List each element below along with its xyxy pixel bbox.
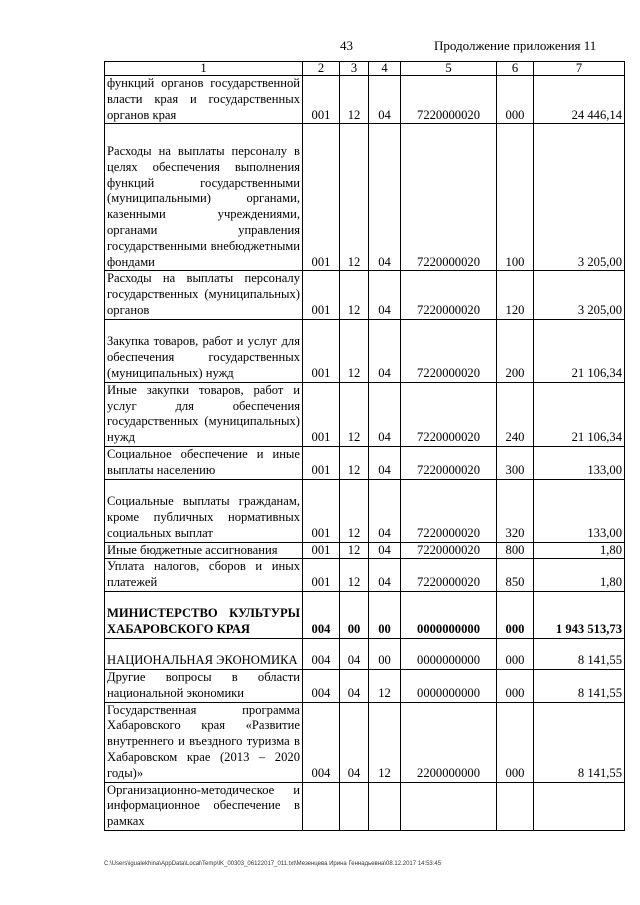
budget-table xyxy=(104,61,625,831)
amount xyxy=(534,782,625,830)
admin-code: 001 xyxy=(303,124,340,271)
section-code: 00 xyxy=(340,591,369,638)
target-article-code: 0000000000 xyxy=(401,669,497,702)
section-code: 12 xyxy=(340,559,369,592)
amount: 21 106,34 xyxy=(534,319,625,382)
table-row xyxy=(105,382,625,446)
admin-code: 001 xyxy=(303,382,340,446)
amount: 3 205,00 xyxy=(534,124,625,271)
amount: 133,00 xyxy=(534,479,625,542)
admin-code: 004 xyxy=(303,638,340,669)
row-name: Закупка товаров, работ и услуг для обеспечения государственных (муниципальных) нужд xyxy=(105,319,303,382)
expense-type-code: 200 xyxy=(497,319,534,382)
section-code: 04 xyxy=(340,702,369,782)
column-header: 3 xyxy=(340,62,369,76)
row-name: Социальное обеспечение и иные выплаты населению xyxy=(105,446,303,479)
admin-code: 001 xyxy=(303,542,340,559)
subsection-code: 04 xyxy=(369,542,401,559)
expense-type-code: 000 xyxy=(497,638,534,669)
amount: 21 106,34 xyxy=(534,382,625,446)
row-name: Государственная программа Хабаровского края «Развитие внутреннего и въездного туризма в Хабаровском крае (2013 – 2020 годы)» xyxy=(105,702,303,782)
table-row xyxy=(105,319,625,382)
subsection-code: 04 xyxy=(369,271,401,319)
amount: 133,00 xyxy=(534,446,625,479)
section-code: 12 xyxy=(340,271,369,319)
footer-path: C:\Users\igualekhina\AppData\Local\Temp\IK_00303_06122017_011.txt\Мезенцева Ирина Геннадьевна\08.12.2017 14:53:45 xyxy=(104,861,442,867)
expense-type-code: 000 xyxy=(497,702,534,782)
column-header: 1 xyxy=(105,62,303,76)
subsection-code: 04 xyxy=(369,382,401,446)
row-name: Иные закупки товаров, работ и услуг для обеспечения государственных (муниципальных) нужд xyxy=(105,382,303,446)
amount: 1 943 513,73 xyxy=(534,591,625,638)
subsection-code: 04 xyxy=(369,76,401,124)
section-code: 04 xyxy=(340,638,369,669)
table-row xyxy=(105,782,625,830)
subsection-code xyxy=(369,782,401,830)
target-article-code: 7220000020 xyxy=(401,382,497,446)
amount: 1,80 xyxy=(534,542,625,559)
row-name: Иные бюджетные ассигнования xyxy=(105,542,303,559)
target-article-code: 7220000020 xyxy=(401,559,497,592)
admin-code: 001 xyxy=(303,76,340,124)
target-article-code: 7220000020 xyxy=(401,479,497,542)
expense-type-code xyxy=(497,782,534,830)
amount: 8 141,55 xyxy=(534,702,625,782)
admin-code: 001 xyxy=(303,479,340,542)
target-article-code xyxy=(401,782,497,830)
subsection-code: 00 xyxy=(369,591,401,638)
subsection-code: 12 xyxy=(369,669,401,702)
section-code xyxy=(340,782,369,830)
row-name: Расходы на выплаты персоналу государственных (муниципальных) органов xyxy=(105,271,303,319)
target-article-code: 7220000020 xyxy=(401,124,497,271)
target-article-code: 2200000000 xyxy=(401,702,497,782)
expense-type-code: 300 xyxy=(497,446,534,479)
expense-type-code: 100 xyxy=(497,124,534,271)
admin-code: 001 xyxy=(303,559,340,592)
amount: 3 205,00 xyxy=(534,271,625,319)
column-header: 4 xyxy=(369,62,401,76)
table-row xyxy=(105,124,625,271)
subsection-code: 04 xyxy=(369,319,401,382)
section-code: 12 xyxy=(340,542,369,559)
section-code: 04 xyxy=(340,669,369,702)
admin-code: 004 xyxy=(303,702,340,782)
amount: 24 446,14 xyxy=(534,76,625,124)
expense-type-code: 120 xyxy=(497,271,534,319)
expense-type-code: 850 xyxy=(497,559,534,592)
table-row xyxy=(105,591,625,638)
subsection-code: 12 xyxy=(369,702,401,782)
section-code: 12 xyxy=(340,382,369,446)
amount: 8 141,55 xyxy=(534,638,625,669)
target-article-code: 7220000020 xyxy=(401,542,497,559)
table-row xyxy=(105,446,625,479)
subsection-code: 04 xyxy=(369,479,401,542)
subsection-code: 04 xyxy=(369,124,401,271)
column-header: 7 xyxy=(534,62,625,76)
column-header: 6 xyxy=(497,62,534,76)
table-row xyxy=(105,559,625,592)
target-article-code: 7220000020 xyxy=(401,446,497,479)
admin-code: 001 xyxy=(303,271,340,319)
row-name: Уплата налогов, сборов и иных платежей xyxy=(105,559,303,592)
table-row xyxy=(105,669,625,702)
expense-type-code: 240 xyxy=(497,382,534,446)
row-name: МИНИСТЕРСТВО КУЛЬТУРЫ ХАБАРОВСКОГО КРАЯ xyxy=(105,591,303,638)
section-code: 12 xyxy=(340,76,369,124)
target-article-code: 0000000000 xyxy=(401,591,497,638)
expense-type-code: 320 xyxy=(497,479,534,542)
expense-type-code: 000 xyxy=(497,669,534,702)
table-row xyxy=(105,271,625,319)
subsection-code: 00 xyxy=(369,638,401,669)
table-body xyxy=(105,76,625,831)
admin-code: 004 xyxy=(303,591,340,638)
table-row xyxy=(105,76,625,124)
amount: 8 141,55 xyxy=(534,669,625,702)
row-name: Другие вопросы в области национальной экономики xyxy=(105,669,303,702)
column-header: 5 xyxy=(401,62,497,76)
row-name: Организационно-методическое и информационное обеспечение в рамках xyxy=(105,782,303,830)
target-article-code: 0000000000 xyxy=(401,638,497,669)
subsection-code: 04 xyxy=(369,446,401,479)
admin-code: 001 xyxy=(303,319,340,382)
subsection-code: 04 xyxy=(369,559,401,592)
admin-code: 001 xyxy=(303,446,340,479)
row-name: Расходы на выплаты персоналу в целях обеспечения выполнения функций государственными (муниципальными) органами, казенными учреждениями, органами управления государственными внебюджетными фондами xyxy=(105,124,303,271)
continuation-label: Продолжение приложения 11 xyxy=(434,38,597,53)
table-row xyxy=(105,479,625,542)
admin-code xyxy=(303,782,340,830)
amount: 1,80 xyxy=(534,559,625,592)
expense-type-code: 000 xyxy=(497,76,534,124)
row-name: НАЦИОНАЛЬНАЯ ЭКОНОМИКА xyxy=(105,638,303,669)
expense-type-code: 800 xyxy=(497,542,534,559)
page-number: 43 xyxy=(340,38,353,53)
target-article-code: 7220000020 xyxy=(401,76,497,124)
column-number-row xyxy=(105,62,625,76)
admin-code: 004 xyxy=(303,669,340,702)
section-code: 12 xyxy=(340,319,369,382)
target-article-code: 7220000020 xyxy=(401,319,497,382)
section-code: 12 xyxy=(340,446,369,479)
target-article-code: 7220000020 xyxy=(401,271,497,319)
column-header: 2 xyxy=(303,62,340,76)
table-row xyxy=(105,542,625,559)
table-row xyxy=(105,638,625,669)
section-code: 12 xyxy=(340,479,369,542)
table-row xyxy=(105,702,625,782)
row-name: функций органов государственной власти края и государственных органов края xyxy=(105,76,303,124)
section-code: 12 xyxy=(340,124,369,271)
row-name: Социальные выплаты гражданам, кроме публичных нормативных социальных выплат xyxy=(105,479,303,542)
expense-type-code: 000 xyxy=(497,591,534,638)
